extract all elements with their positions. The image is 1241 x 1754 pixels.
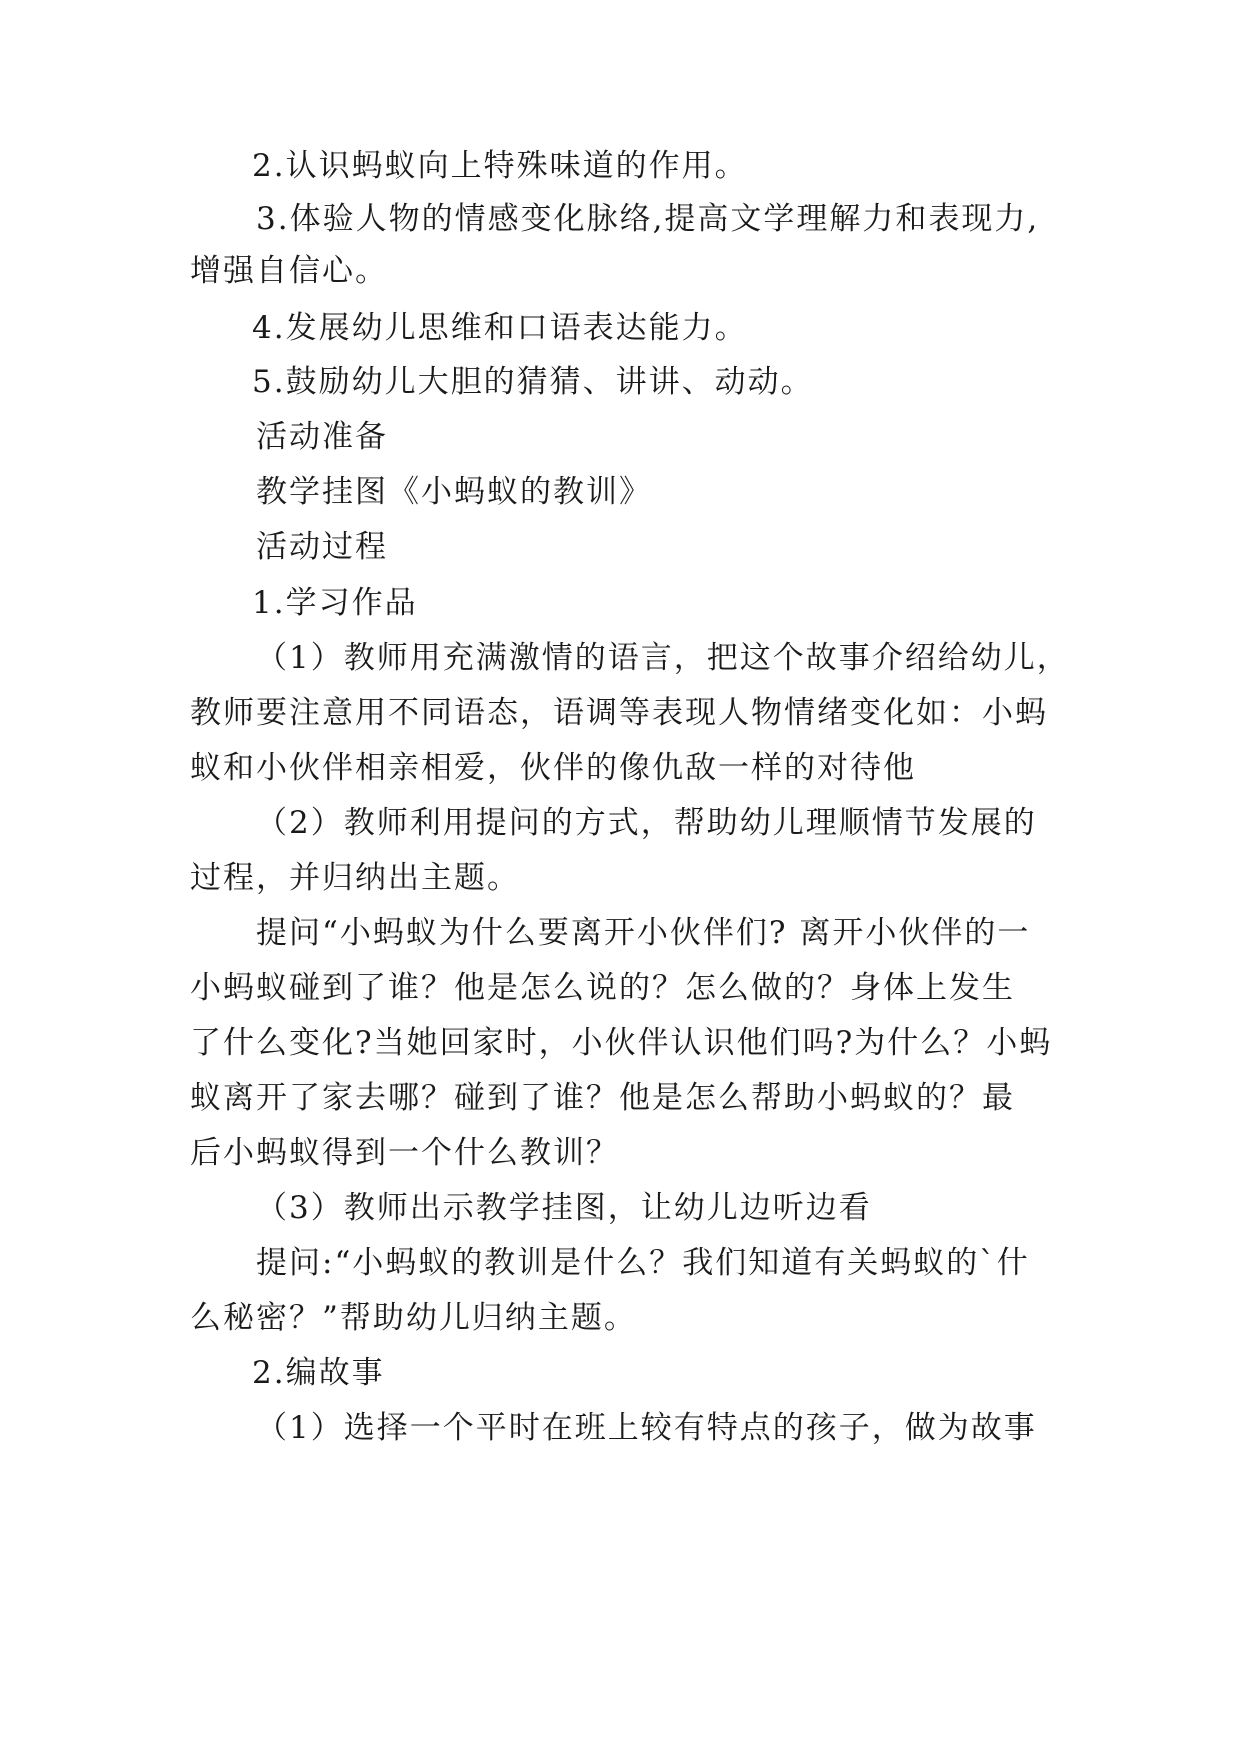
paragraph-line: 增强自信心。 bbox=[190, 253, 388, 289]
paragraph-line: 蚁离开了家去哪？碰到了谁？他是怎么帮助小蚂蚁的？最 bbox=[190, 1080, 1015, 1116]
paragraph-line: 提问“小蚂蚁为什么要离开小伙伴们? 离开小伙伴的一 bbox=[256, 915, 1031, 951]
paragraph-line: （1）选择一个平时在班上较有特点的孩子，做为故事 bbox=[256, 1410, 1037, 1446]
paragraph-line: 教师要注意用不同语态，语调等表现人物情绪变化如：小蚂 bbox=[190, 695, 1048, 731]
paragraph-line: 3.体验人物的情感变化脉络,提高文学理解力和表现力, bbox=[256, 201, 1040, 237]
paragraph-line: 蚁和小伙伴相亲相爱，伙伴的像仇敌一样的对待他 bbox=[190, 750, 916, 786]
paragraph-line: 2.认识蚂蚁向上特殊味道的作用。 bbox=[252, 148, 748, 184]
paragraph-line: 么秘密？”帮助幼儿归纳主题。 bbox=[190, 1300, 637, 1336]
paragraph-line: 了什么变化?当她回家时，小伙伴认识他们吗?为什么？小蚂 bbox=[190, 1025, 1053, 1061]
paragraph-line: （1）教师用充满激情的语言，把这个故事介绍给幼儿， bbox=[256, 640, 1070, 676]
paragraph-line: 2.编故事 bbox=[252, 1355, 385, 1391]
paragraph-line: 1.学习作品 bbox=[252, 585, 418, 621]
paragraph-line: 5.鼓励幼儿大胆的猜猜、讲讲、动动。 bbox=[252, 364, 814, 400]
paragraph-line: 小蚂蚁碰到了谁？他是怎么说的？怎么做的？身体上发生 bbox=[190, 970, 1015, 1006]
paragraph-line: 后小蚂蚁得到一个什么教训？ bbox=[190, 1135, 619, 1171]
paragraph-line: 教学挂图《小蚂蚁的教训》 bbox=[256, 474, 652, 510]
paragraph-line: （2）教师利用提问的方式，帮助幼儿理顺情节发展的 bbox=[256, 805, 1037, 841]
section-heading: 活动过程 bbox=[256, 529, 388, 565]
paragraph-line: 过程，并归纳出主题。 bbox=[190, 860, 520, 896]
section-heading: 活动准备 bbox=[256, 419, 388, 455]
paragraph-line: 提问:“小蚂蚁的教训是什么？我们知道有关蚂蚁的`什 bbox=[256, 1245, 1030, 1281]
paragraph-line: （3）教师出示教学挂图，让幼儿边听边看 bbox=[256, 1190, 872, 1226]
paragraph-line: 4.发展幼儿思维和口语表达能力。 bbox=[252, 310, 748, 346]
